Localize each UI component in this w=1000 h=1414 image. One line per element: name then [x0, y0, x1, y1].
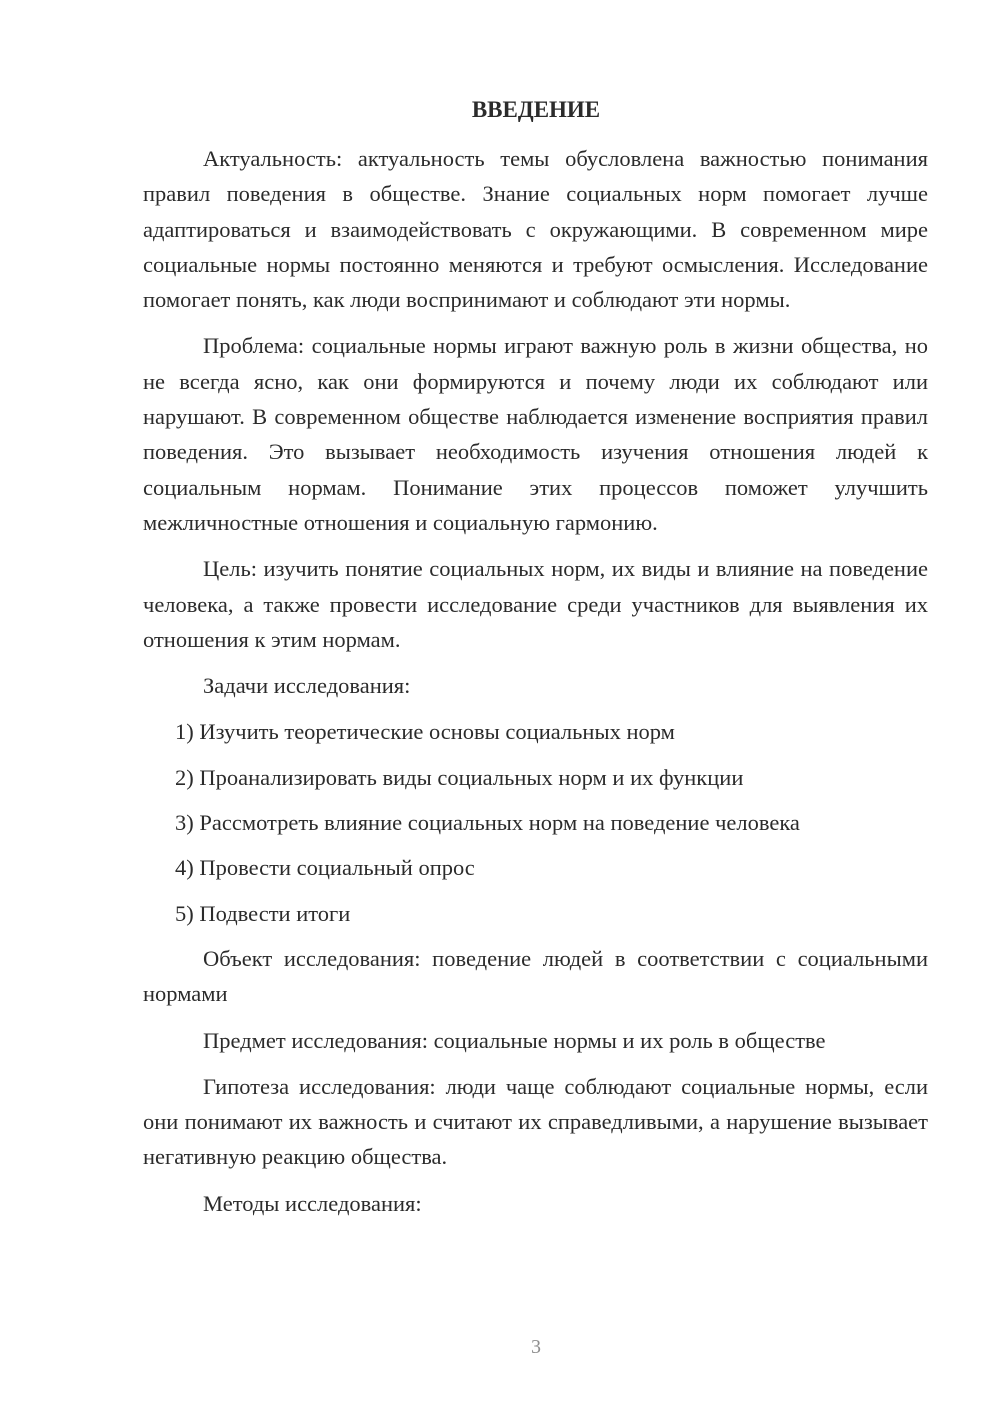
- subject-paragraph: Предмет исследования: социальные нормы и их роль в обществе: [203, 1027, 826, 1053]
- problem-paragraph: Проблема: социальные нормы играют важную роль в жизни общества, но не всегда ясно, как они формируются и почему люди их соблюдают или нарушают. В современном обществе наблюдается изменение восприятия правил поведения. Это вызывает необходимость изучения отношения людей к социальным нормам. Понимание этих процессов поможет улучшить межличностные отношения и социальную гармонию.: [143, 333, 928, 535]
- task-item: 4) Провести социальный опрос: [175, 855, 475, 881]
- task-item: 2) Проанализировать виды социальных норм и их функции: [175, 764, 744, 790]
- tasks-list: [143, 714, 928, 930]
- section-title: ВВЕДЕНИЕ: [471, 97, 601, 122]
- tasks-heading: Задачи исследования:: [203, 673, 411, 699]
- document-body: [143, 92, 928, 1221]
- task-item: 5) Подвести итоги: [175, 900, 351, 926]
- hypothesis-paragraph: Гипотеза исследования: люди чаще соблюдают социальные нормы, если они понимают их важность и считают их справедливыми, а нарушение вызывает негативную реакцию общества.: [143, 1073, 928, 1170]
- relevance-paragraph: Актуальность: актуальность темы обусловлена важностью понимания правил поведения в обществе. Знание социальных норм помогает лучше адаптироваться и взаимодействовать с окружающими. В современном мире социальные нормы постоянно меняются и требуют осмысления. Исследование помогает понять, как люди воспринимают и соблюдают эти нормы.: [143, 146, 928, 313]
- object-paragraph: Объект исследования: поведение людей в соответствии с социальными нормами: [143, 945, 928, 1007]
- goal-paragraph: Цель: изучить понятие социальных норм, их виды и влияние на поведение человека, а также провести исследование среди участников для выявления их отношения к этим нормам.: [143, 556, 928, 652]
- page-number: 3: [531, 1336, 541, 1358]
- task-item: 1) Изучить теоретические основы социальных норм: [175, 719, 675, 745]
- methods-paragraph: Методы исследования:: [203, 1190, 422, 1216]
- task-item: 3) Рассмотреть влияние социальных норм на поведение человека: [175, 810, 800, 836]
